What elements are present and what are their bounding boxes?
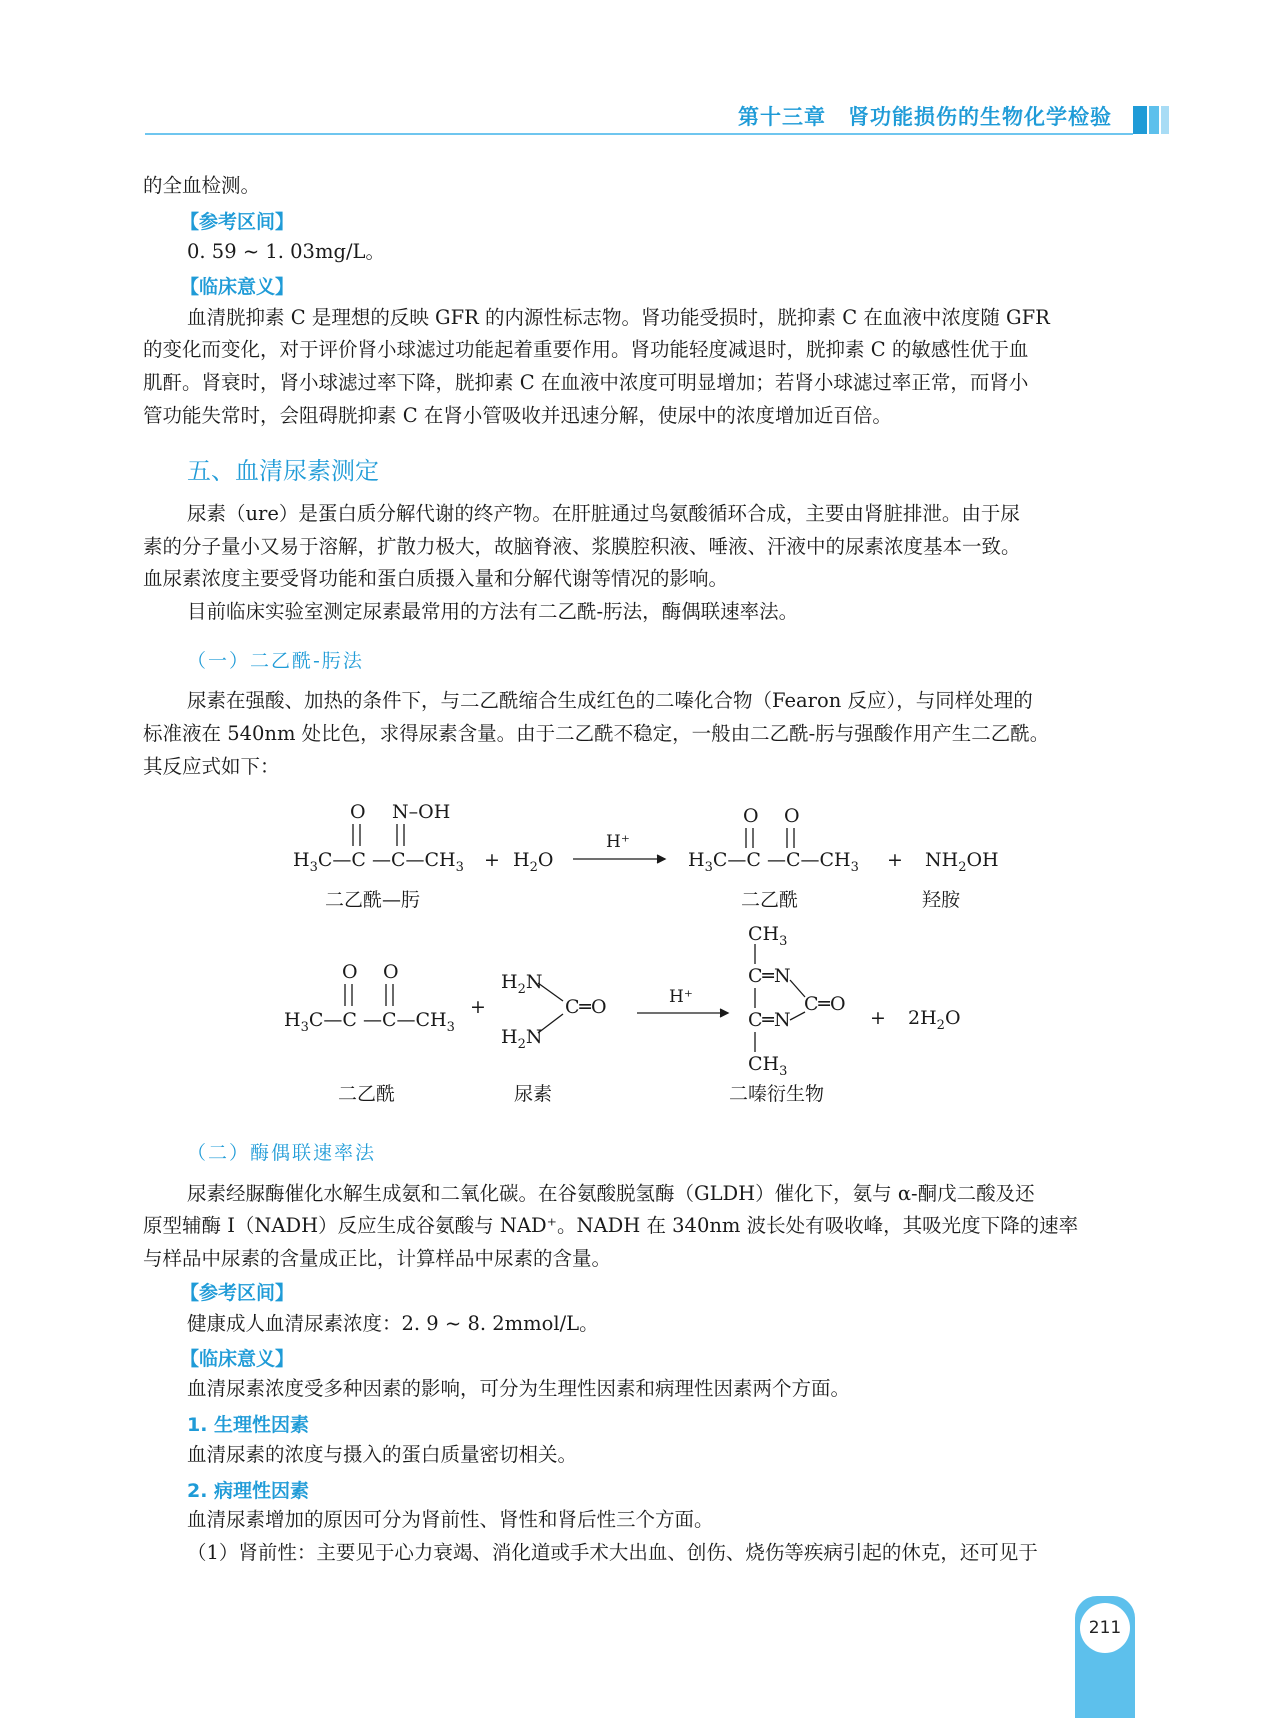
ring-atom: C═N xyxy=(748,1009,791,1031)
oxygen-atom: O xyxy=(350,801,366,823)
paragraph-line: 素的分子量小又易于溶解，扩散力极大，故脑脊液、浆膜腔积液、唾液、汗液中的尿素浓度基本一致。 xyxy=(143,535,1021,558)
formula-text: $H_3C—C$ $—C—CH_3$ xyxy=(688,849,859,875)
paragraph-line: （1）肾前性：主要见于心力衰竭、消化道或手术大出血、创伤、烧伤等疾病引起的休克，还可见于 xyxy=(187,1541,1038,1564)
carbonyl-group: C═O xyxy=(565,996,607,1018)
oxygen-atom: O xyxy=(383,961,399,983)
hydroxylamine-formula: $NH_2OH$ xyxy=(925,849,999,875)
methyl-group: $CH_3$ xyxy=(748,923,788,949)
chapter-header-title: 第十三章 肾功能损伤的生物化学检验 xyxy=(738,105,1112,129)
plus-sign: + xyxy=(870,1007,886,1029)
page-number: 211 xyxy=(1080,1603,1130,1653)
paragraph-line: 尿素经脲酶催化水解生成氨和二氧化碳。在谷氨酸脱氢酶（GLDH）催化下，氨与 α-酮戊二酸及还 xyxy=(187,1182,1035,1205)
oxime-group: N–OH xyxy=(392,801,451,823)
compound-name: 尿素 xyxy=(514,1083,553,1105)
reference-range-label: 【参考区间】 xyxy=(180,1282,295,1304)
oxygen-atom: O xyxy=(743,805,759,827)
formula-text: $H_3C—C$ $—C—CH_3$ xyxy=(293,849,464,875)
plus-sign: + xyxy=(484,849,500,871)
paragraph-line: 尿素在强酸、加热的条件下，与二乙酰缩合生成红色的二嗪化合物（Fearon 反应），与同样处理的 xyxy=(187,689,1033,712)
paragraph-line: 血尿素浓度主要受肾功能和蛋白质摄入量和分解代谢等情况的影响。 xyxy=(143,567,729,590)
compound-name: 二嗪衍生物 xyxy=(729,1083,825,1105)
amine-group: $H_2N$ xyxy=(501,971,543,997)
oxygen-atom: O xyxy=(784,805,800,827)
paragraph-line: 原型辅酶 I（NADH）反应生成谷氨酸与 NAD⁺。NADH 在 340nm 波长处有吸收峰，其吸光度下降的速率 xyxy=(143,1214,1079,1237)
oxygen-atom: O xyxy=(342,961,358,983)
reference-range-value: 健康成人血清尿素浓度：2. 9 ~ 8. 2mmol/L。 xyxy=(187,1312,599,1335)
formula-text: $H_3C—C$ $—C—CH_3$ xyxy=(284,1009,455,1035)
reference-range-value: 0. 59 ~ 1. 03mg/L。 xyxy=(187,240,385,263)
paragraph-line: 目前临床实验室测定尿素最常用的方法有二乙酰-肟法，酶偶联速率法。 xyxy=(187,600,799,623)
methyl-group: $CH_3$ xyxy=(748,1053,788,1079)
compound-name: 羟胺 xyxy=(922,889,961,911)
carbonyl-group: C═O xyxy=(804,993,846,1015)
paragraph-line: 的全血检测。 xyxy=(143,174,261,197)
clinical-significance-label: 【临床意义】 xyxy=(180,1348,295,1370)
amine-group: $H_2N$ xyxy=(501,1026,543,1052)
plus-sign: + xyxy=(887,849,903,871)
compound-name: 二乙酰—肟 xyxy=(325,889,421,911)
compound-name: 二乙酰 xyxy=(741,889,799,911)
numbered-heading: 2. 病理性因素 xyxy=(187,1480,310,1502)
paragraph-line: 血清尿素浓度受多种因素的影响，可分为生理性因素和病理性因素两个方面。 xyxy=(187,1377,851,1400)
subsection-heading: （一）二乙酰-肟法 xyxy=(187,650,364,672)
paragraph-line: 与样品中尿素的含量成正比，计算样品中尿素的含量。 xyxy=(143,1247,612,1270)
water-formula: $H_2O$ xyxy=(513,849,554,875)
plus-sign: + xyxy=(470,996,486,1018)
compound-name: 二乙酰 xyxy=(338,1083,396,1105)
paragraph-line: 的变化而变化，对于评价肾小球滤过功能起着重要作用。肾功能轻度减退时，胱抑素 C 的敏感性优于血 xyxy=(143,338,1029,361)
paragraph-line: 管功能失常时，会阻碍胱抑素 C 在肾小管吸收并迅速分解，使尿中的浓度增加近百倍。 xyxy=(143,404,892,427)
paragraph-line: 其反应式如下： xyxy=(143,755,280,778)
reference-range-label: 【参考区间】 xyxy=(180,211,295,233)
paragraph-line: 血清尿素增加的原因可分为肾前性、肾性和肾后性三个方面。 xyxy=(187,1508,714,1531)
ring-atom: C═N xyxy=(748,965,791,987)
paragraph-line: 尿素（ure）是蛋白质分解代谢的终产物。在肝脏通过鸟氨酸循环合成，主要由肾脏排泄。由于尿 xyxy=(187,502,1020,525)
paragraph-line: 标准液在 540nm 处比色，求得尿素含量。由于二乙酰不稳定，一般由二乙酰-肟与强酸作用产生二乙酰。 xyxy=(143,722,1050,745)
subsection-heading: （二）酶偶联速率法 xyxy=(187,1142,377,1164)
catalyst-label: H⁺ xyxy=(669,987,693,1007)
section-heading: 五、血清尿素测定 xyxy=(187,457,379,485)
water-formula: $2H_2O$ xyxy=(908,1007,961,1033)
paragraph-line: 血清胱抑素 C 是理想的反映 GFR 的内源性标志物。肾功能受损时，胱抑素 C 在血液中浓度随 GFR xyxy=(187,306,1050,329)
numbered-heading: 1. 生理性因素 xyxy=(187,1414,310,1436)
paragraph-line: 肌酐。肾衰时，肾小球滤过率下降，胱抑素 C 在血液中浓度可明显增加；若肾小球滤过率正常，而肾小 xyxy=(143,371,1029,394)
paragraph-line: 血清尿素的浓度与摄入的蛋白质量密切相关。 xyxy=(187,1443,578,1466)
catalyst-label: H⁺ xyxy=(606,832,630,852)
clinical-significance-label: 【临床意义】 xyxy=(180,276,295,298)
